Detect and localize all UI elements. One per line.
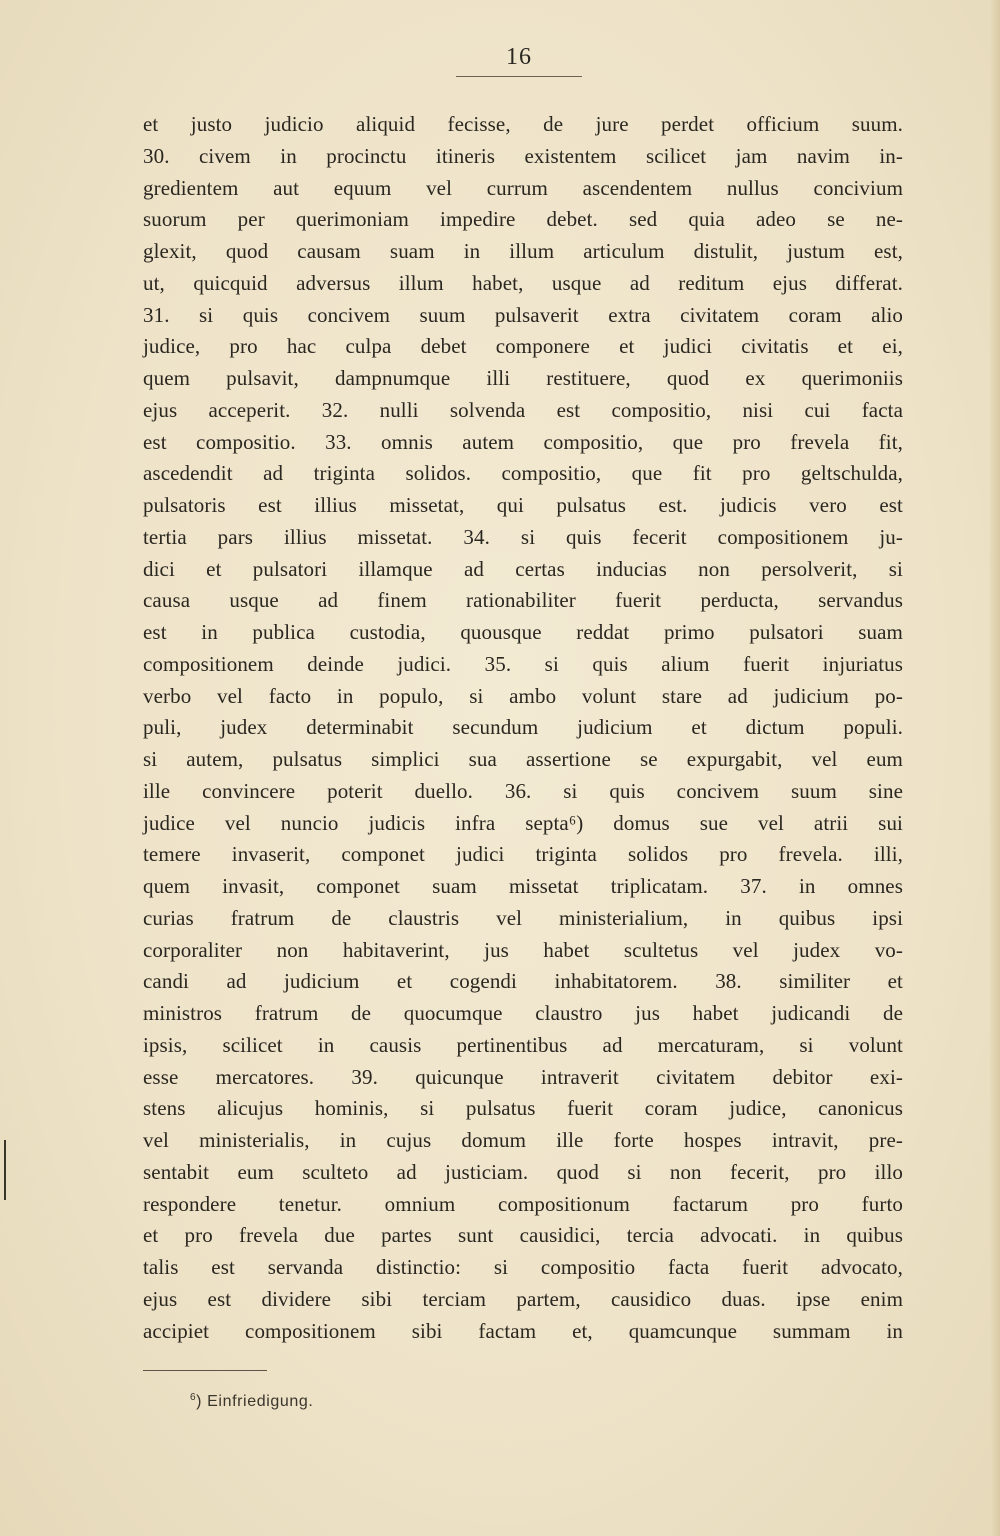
- text-line: temere invaserit, componet judici triginta solidos pro frevela. illi,: [143, 842, 903, 867]
- text-line: est compositio. 33. omnis autem compositio, que pro frevela fit,: [143, 429, 903, 454]
- footnote-marker: 6: [190, 1392, 197, 1403]
- text-line: et justo judicio aliquid fecisse, de jure perdet officium suum.: [143, 112, 903, 136]
- text-line: corporaliter non habitaverint, jus habet scultetus vel judex vo-: [143, 937, 903, 962]
- text-line: 31. si quis concivem suum pulsaverit extra civitatem coram alio: [143, 302, 903, 327]
- page-number-rule: [456, 76, 582, 77]
- text-line: esse mercatores. 39. quicunque intraverit civitatem debitor exi-: [143, 1064, 903, 1089]
- text-line: gredientem aut equum vel currum ascendentem nullus concivium: [143, 175, 903, 200]
- text-line: curias fratrum de claustris vel ministerialium, in quibus ipsi: [143, 905, 903, 930]
- text-line: judice vel nuncio judicis infra septa⁶) domus sue vel atrii sui: [143, 810, 903, 835]
- text-line: suorum per querimoniam impedire debet. sed quia adeo se ne-: [143, 207, 903, 232]
- text-line: tertia pars illius missetat. 34. si quis fecerit compositionem ju-: [143, 524, 903, 549]
- text-line: ministros fratrum de quocumque claustro jus habet judicandi de: [143, 1001, 903, 1025]
- text-line: sentabit eum sculteto ad justiciam. quod si non fecerit, pro illo: [143, 1159, 903, 1184]
- text-line: ille convincere poterit duello. 36. si quis concivem suum sine: [143, 778, 903, 803]
- text-line: pulsatoris est illius missetat, qui pulsatus est. judicis vero est: [143, 493, 903, 517]
- text-line: puli, judex determinabit secundum judicium et dictum populi.: [143, 715, 903, 740]
- text-line: compositionem deinde judici. 35. si quis alium fuerit injuriatus: [143, 651, 903, 676]
- text-line: accipiet compositionem sibi factam et, quamcunque summam in: [143, 1318, 903, 1343]
- text-line: glexit, quod causam suam in illum articulum distulit, justum est,: [143, 239, 903, 263]
- page-edge: [990, 0, 1000, 1536]
- footnote-text: Einfriedigung.: [207, 1393, 314, 1410]
- footnote: [190, 1392, 313, 1411]
- text-line: quem pulsavit, dampnumque illi restituere, quod ex querimoniis: [143, 366, 903, 390]
- text-line: ejus acceperit. 32. nulli solvenda est compositio, nisi cui facta: [143, 397, 903, 422]
- text-line: talis est servanda distinctio: si compositio facta fuerit advocato,: [143, 1255, 903, 1279]
- text-line: ut, quicquid adversus illum habet, usque ad reditum ejus differat.: [143, 270, 903, 295]
- text-line: dici et pulsatori illamque ad certas inducias non persolverit, si: [143, 556, 903, 581]
- text-line: causa usque ad finem rationabiliter fuerit perducta, servandus: [143, 588, 903, 613]
- text-line: si autem, pulsatus simplici sua assertione se expurgabit, vel eum: [143, 747, 903, 771]
- text-line: ipsis, scilicet in causis pertinentibus ad mercaturam, si volunt: [143, 1032, 903, 1057]
- text-line: et pro frevela due partes sunt causidici, tercia advocati. in quibus: [143, 1223, 903, 1248]
- footnote-paren: ): [196, 1393, 203, 1410]
- text-line: respondere tenetur. omnium compositionum factarum pro furto: [143, 1191, 903, 1216]
- text-line: ascedendit ad triginta solidos. compositio, que fit pro geltschulda,: [143, 461, 903, 486]
- text-line: stens alicujus hominis, si pulsatus fuerit coram judice, canonicus: [143, 1096, 903, 1121]
- text-line: vel ministerialis, in cujus domum ille forte hospes intravit, pre-: [143, 1128, 903, 1152]
- text-line: verbo vel facto in populo, si ambo volunt stare ad judicium po-: [143, 683, 903, 708]
- text-line: quem invasit, componet suam missetat triplicatam. 37. in omnes: [143, 874, 903, 898]
- text-line: 30. civem in procinctu itineris existentem scilicet jam navim in-: [143, 143, 903, 168]
- text-line: candi ad judicium et cogendi inhabitatorem. 38. similiter et: [143, 969, 903, 994]
- page-number: 16: [506, 44, 532, 70]
- text-line: ejus est dividere sibi terciam partem, causidico duas. ipse enim: [143, 1286, 903, 1311]
- text-line: judice, pro hac culpa debet componere et judici civitatis et ei,: [143, 334, 903, 359]
- text-line: est in publica custodia, quousque reddat primo pulsatori suam: [143, 620, 903, 644]
- margin-mark: [4, 1140, 6, 1200]
- body-text: [143, 109, 903, 1347]
- footnote-rule: [143, 1370, 267, 1371]
